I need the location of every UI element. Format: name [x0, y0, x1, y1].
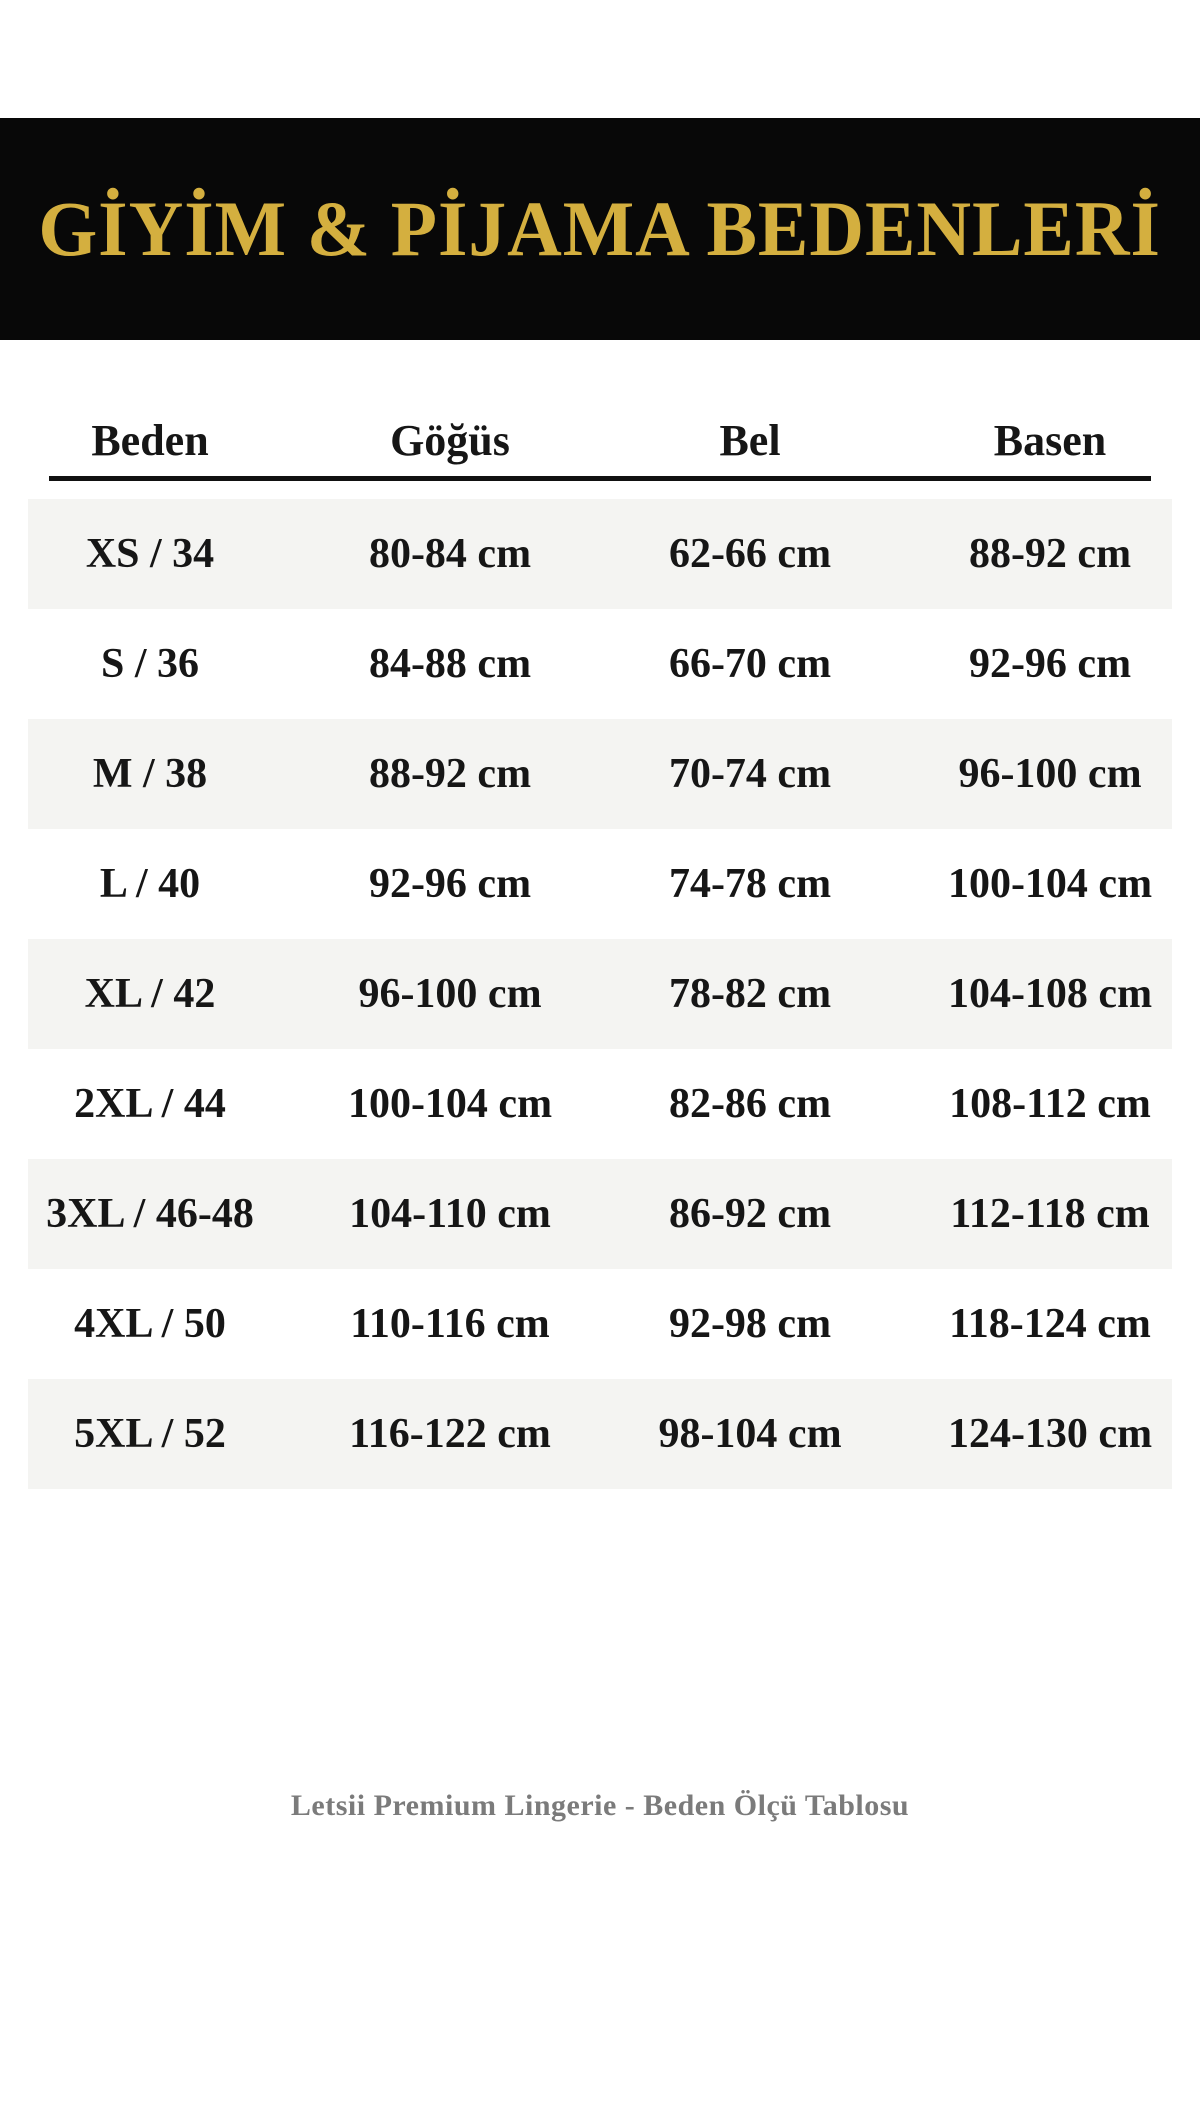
- size-cell: 4XL / 50: [74, 1301, 226, 1347]
- size-chart-table: [0, 340, 1200, 1489]
- size-cell: L / 40: [99, 861, 201, 907]
- hips-cell: 124-130 cm: [947, 1411, 1153, 1457]
- waist-cell: 98-104 cm: [658, 1411, 842, 1457]
- hips-cell: 96-100 cm: [958, 751, 1142, 797]
- table-row: [0, 829, 1200, 939]
- chest-cell: 80-84 cm: [368, 531, 532, 577]
- table-row: [0, 719, 1200, 829]
- size-cell: 3XL / 46-48: [46, 1191, 254, 1237]
- waist-cell: 70-74 cm: [668, 751, 832, 797]
- hips-cell: 118-124 cm: [949, 1301, 1151, 1347]
- hips-cell: 100-104 cm: [947, 861, 1153, 907]
- hips-cell: 112-118 cm: [950, 1191, 1150, 1237]
- table-row: [0, 1049, 1200, 1159]
- waist-cell: 74-78 cm: [668, 861, 832, 907]
- chest-cell: 104-110 cm: [349, 1191, 551, 1237]
- footer-caption: Letsii Premium Lingerie - Beden Ölçü Tablosu: [290, 1789, 910, 1822]
- size-cell: 5XL / 52: [74, 1411, 226, 1457]
- table-row: [0, 939, 1200, 1049]
- size-cell: S / 36: [100, 641, 200, 687]
- hips-cell: 108-112 cm: [949, 1081, 1151, 1127]
- column-header-gogus: Göğüs: [390, 416, 510, 465]
- table-row: [0, 1269, 1200, 1379]
- chest-cell: 110-116 cm: [350, 1301, 550, 1347]
- table-row: [0, 1159, 1200, 1269]
- size-cell: XS / 34: [85, 531, 215, 577]
- hips-cell: 88-92 cm: [968, 531, 1132, 577]
- chest-cell: 100-104 cm: [347, 1081, 553, 1127]
- hips-cell: 92-96 cm: [968, 641, 1132, 687]
- waist-cell: 86-92 cm: [668, 1191, 832, 1237]
- column-header-beden: Beden: [91, 416, 209, 465]
- chest-cell: 88-92 cm: [368, 751, 532, 797]
- chest-cell: 92-96 cm: [368, 861, 532, 907]
- chest-cell: 84-88 cm: [368, 641, 532, 687]
- table-row: [0, 499, 1200, 609]
- chest-cell: 116-122 cm: [349, 1411, 551, 1457]
- waist-cell: 78-82 cm: [668, 971, 832, 1017]
- size-cell: 2XL / 44: [74, 1081, 226, 1127]
- chest-cell: 96-100 cm: [358, 971, 542, 1017]
- page-title: GİYİM & PİJAMA BEDENLERİ: [38, 185, 1162, 272]
- waist-cell: 66-70 cm: [668, 641, 832, 687]
- size-cell: M / 38: [92, 751, 208, 797]
- table-row: [0, 1379, 1200, 1489]
- column-header-bel: Bel: [719, 416, 781, 465]
- waist-cell: 62-66 cm: [668, 531, 832, 577]
- table-row: [0, 609, 1200, 719]
- column-header-basen: Basen: [993, 416, 1107, 465]
- header-divider: [49, 476, 1151, 481]
- hips-cell: 104-108 cm: [947, 971, 1153, 1017]
- waist-cell: 92-98 cm: [668, 1301, 832, 1347]
- table-body: [0, 499, 1200, 1489]
- table-header-row: [0, 340, 1200, 476]
- waist-cell: 82-86 cm: [668, 1081, 832, 1127]
- size-cell: XL / 42: [84, 971, 216, 1017]
- title-banner: [0, 118, 1200, 340]
